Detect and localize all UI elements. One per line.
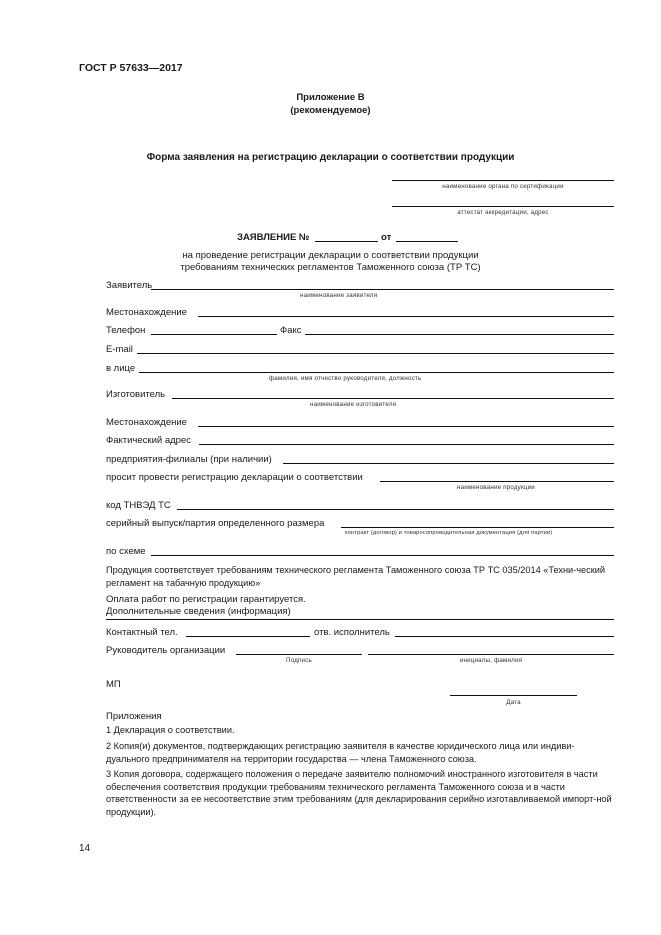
- email-label: E-mail: [106, 344, 133, 355]
- attachment-item: 2 Копия(и) документов, подтверждающих регистрацию заявителя в качестве юридического лица или индиви-дуального предпринимателя на территории государства — члена Таможенного союза.: [106, 741, 575, 764]
- statement-subtitle-2: требованиям технических регламентов Таможенного союза (ТР ТС): [180, 262, 481, 273]
- additional-info-label: Дополнительные сведения (информация): [106, 606, 291, 617]
- cert-body-line: [392, 180, 614, 181]
- standard-number: ГОСТ Р 57633—2017: [79, 62, 183, 74]
- stamp-label: МП: [106, 679, 121, 690]
- manufacturer-line[interactable]: [172, 398, 614, 399]
- date-caption: Дата: [506, 699, 521, 706]
- actual-address-line[interactable]: [199, 444, 614, 445]
- contract-caption: контракт (договор) и товаросопроводительная документация (для партии): [345, 530, 553, 536]
- appendix-status: (рекомендуемое): [290, 105, 371, 116]
- contact-phone-label: Контактный тел.: [106, 627, 178, 638]
- applicant-label: Заявитель: [106, 280, 153, 291]
- attachment-item: 1 Декларация о соответствии.: [106, 725, 235, 735]
- contact-phone-line[interactable]: [186, 636, 310, 637]
- branches-line[interactable]: [283, 463, 614, 464]
- fax-line[interactable]: [305, 334, 614, 335]
- statement-date-line: [396, 241, 458, 242]
- actual-address-label: Фактический адрес: [106, 435, 191, 446]
- additional-info-line[interactable]: [106, 619, 614, 620]
- attachments-title: Приложения: [106, 711, 162, 722]
- branches-label: предприятия-филиалы (при наличии): [106, 454, 272, 465]
- fax-label: Факс: [280, 325, 302, 336]
- statement-number-line: [315, 241, 378, 242]
- request-label: просит провести регистрацию декларации о соответствии: [106, 472, 363, 483]
- statement-subtitle-1: на проведение регистрации декларации о соответствии продукции: [182, 250, 479, 261]
- date-line[interactable]: [450, 695, 577, 696]
- location2-line[interactable]: [198, 426, 614, 427]
- phone-line[interactable]: [151, 334, 277, 335]
- in-person-line[interactable]: [139, 372, 614, 373]
- serial-line[interactable]: [341, 527, 614, 528]
- manufacturer-caption: наименование изготовителя: [310, 401, 397, 408]
- in-person-label: в лице: [106, 363, 136, 374]
- location2-label: Местонахождение: [106, 417, 187, 428]
- initials-caption: инициалы, фамилия: [459, 657, 523, 664]
- serial-label: серийный выпуск/партия определенного размера: [106, 518, 325, 529]
- attestat-line: [392, 206, 614, 207]
- cert-body-caption: наименование органа по сертификации: [442, 183, 564, 190]
- head-label: Руководитель организации: [106, 645, 226, 656]
- signature-line[interactable]: [236, 654, 362, 655]
- attachment-item: 3 Копия договора, содержащего положения о передаче заявителю полномочий иностранного изготовителя в части обеспечения соответствия продукции требованиям технического регламента Таможенного союза и в части ответственности за ее несоответствие этим требованиям (для декларирования серийно изготавливаемой импорт-ной продукции).: [106, 769, 612, 817]
- location-line[interactable]: [198, 316, 614, 317]
- applicant-line[interactable]: [151, 289, 614, 290]
- statement-from: от: [381, 232, 392, 243]
- location-label: Местонахождение: [106, 307, 187, 318]
- appendix-title: Приложение В: [296, 92, 365, 103]
- scheme-line[interactable]: [151, 555, 614, 556]
- signature-caption: Подпись: [286, 657, 312, 664]
- product-caption: наименование продукции: [457, 484, 535, 491]
- phone-label: Телефон: [106, 325, 146, 336]
- request-line[interactable]: [380, 481, 614, 482]
- page-number: 14: [79, 843, 91, 854]
- payment-text: Оплата работ по регистрации гарантируется.: [106, 594, 306, 605]
- executor-label: отв. исполнитель: [314, 627, 390, 638]
- statement-title: ЗАЯВЛЕНИЕ №: [237, 232, 310, 243]
- scheme-label: по схеме: [106, 546, 146, 557]
- initials-line[interactable]: [368, 654, 614, 655]
- person-caption: фамилия, имя отчество руководителя, должность: [269, 375, 422, 382]
- tnved-line[interactable]: [177, 509, 614, 510]
- conformity-text: Продукция соответствует требованиям технического регламента Таможенного союза ТР ТС 035/2014 «Техни-ческий регламент на табачную продукцию»: [106, 565, 605, 588]
- manufacturer-label: Изготовитель: [106, 389, 166, 400]
- form-title: Форма заявления на регистрацию декларации о соответствии продукции: [146, 152, 515, 163]
- executor-line[interactable]: [395, 636, 614, 637]
- email-line[interactable]: [137, 353, 614, 354]
- applicant-caption: наименование заявителя: [300, 292, 378, 299]
- attestat-caption: аттестат аккредитации, адрес: [457, 209, 549, 216]
- tnved-label: код ТНВЭД ТС: [106, 500, 171, 511]
